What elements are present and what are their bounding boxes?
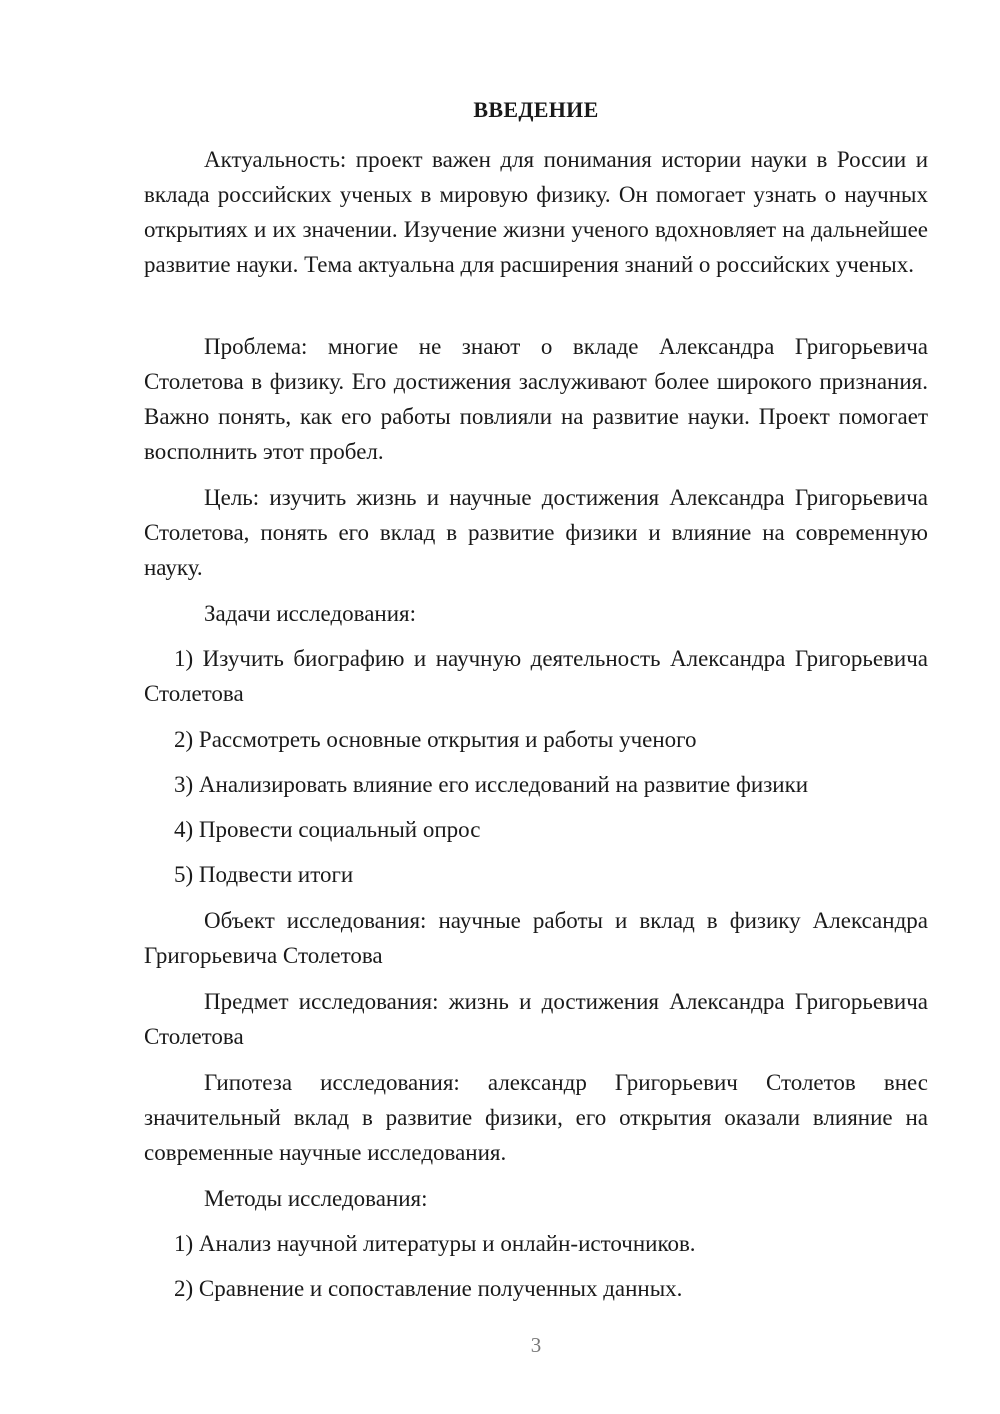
method-item-1: 1) Анализ научной литературы и онлайн-источников. xyxy=(174,1231,696,1256)
methods-heading: Методы исследования: xyxy=(204,1186,428,1211)
task-item-4: 4) Провести социальный опрос xyxy=(174,817,481,842)
page-number: 3 xyxy=(530,1333,542,1357)
tasks-heading: Задачи исследования: xyxy=(204,601,417,626)
paragraph-relevance: Актуальность: проект важен для понимания истории науки в России и вклада российских ученых в мировую физику. Он помогает узнать о научных открытиях и их значении. Изучение жизни ученого вдохновляет на дальнейшее развитие науки. Тема актуальна для расширения знаний о российских ученых. xyxy=(144,147,928,277)
paragraph-goal: Цель: изучить жизнь и научные достижения Александра Григорьевича Столетова, понять его вклад в развитие физики и влияние на современную науку. xyxy=(144,485,928,580)
paragraph-subject: Предмет исследования: жизнь и достижения Александра Григорьевича Столетова xyxy=(144,989,928,1049)
task-item-3: 3) Анализировать влияние его исследований на развитие физики xyxy=(174,772,809,797)
task-item-5: 5) Подвести итоги xyxy=(174,862,354,887)
section-title: ВВЕДЕНИЕ xyxy=(473,97,599,122)
paragraph-object: Объект исследования: научные работы и вклад в физику Александра Григорьевича Столетова xyxy=(144,908,928,968)
task-item-1: 1) Изучить биографию и научную деятельность Александра Григорьевича Столетова xyxy=(144,646,928,706)
task-item-2: 2) Рассмотреть основные открытия и работы ученого xyxy=(174,727,697,752)
paragraph-hypothesis: Гипотеза исследования: александр Григорьевич Столетов внес значительный вклад в развитие физики, его открытия оказали влияние на современные научные исследования. xyxy=(144,1070,928,1165)
method-item-2: 2) Сравнение и сопоставление полученных данных. xyxy=(174,1276,683,1301)
paragraph-problem: Проблема: многие не знают о вкладе Александра Григорьевича Столетова в физику. Его достижения заслуживают более широкого признания. Важно понять, как его работы повлияли на развитие науки. Проект помогает восполнить этот пробел. xyxy=(144,334,928,464)
